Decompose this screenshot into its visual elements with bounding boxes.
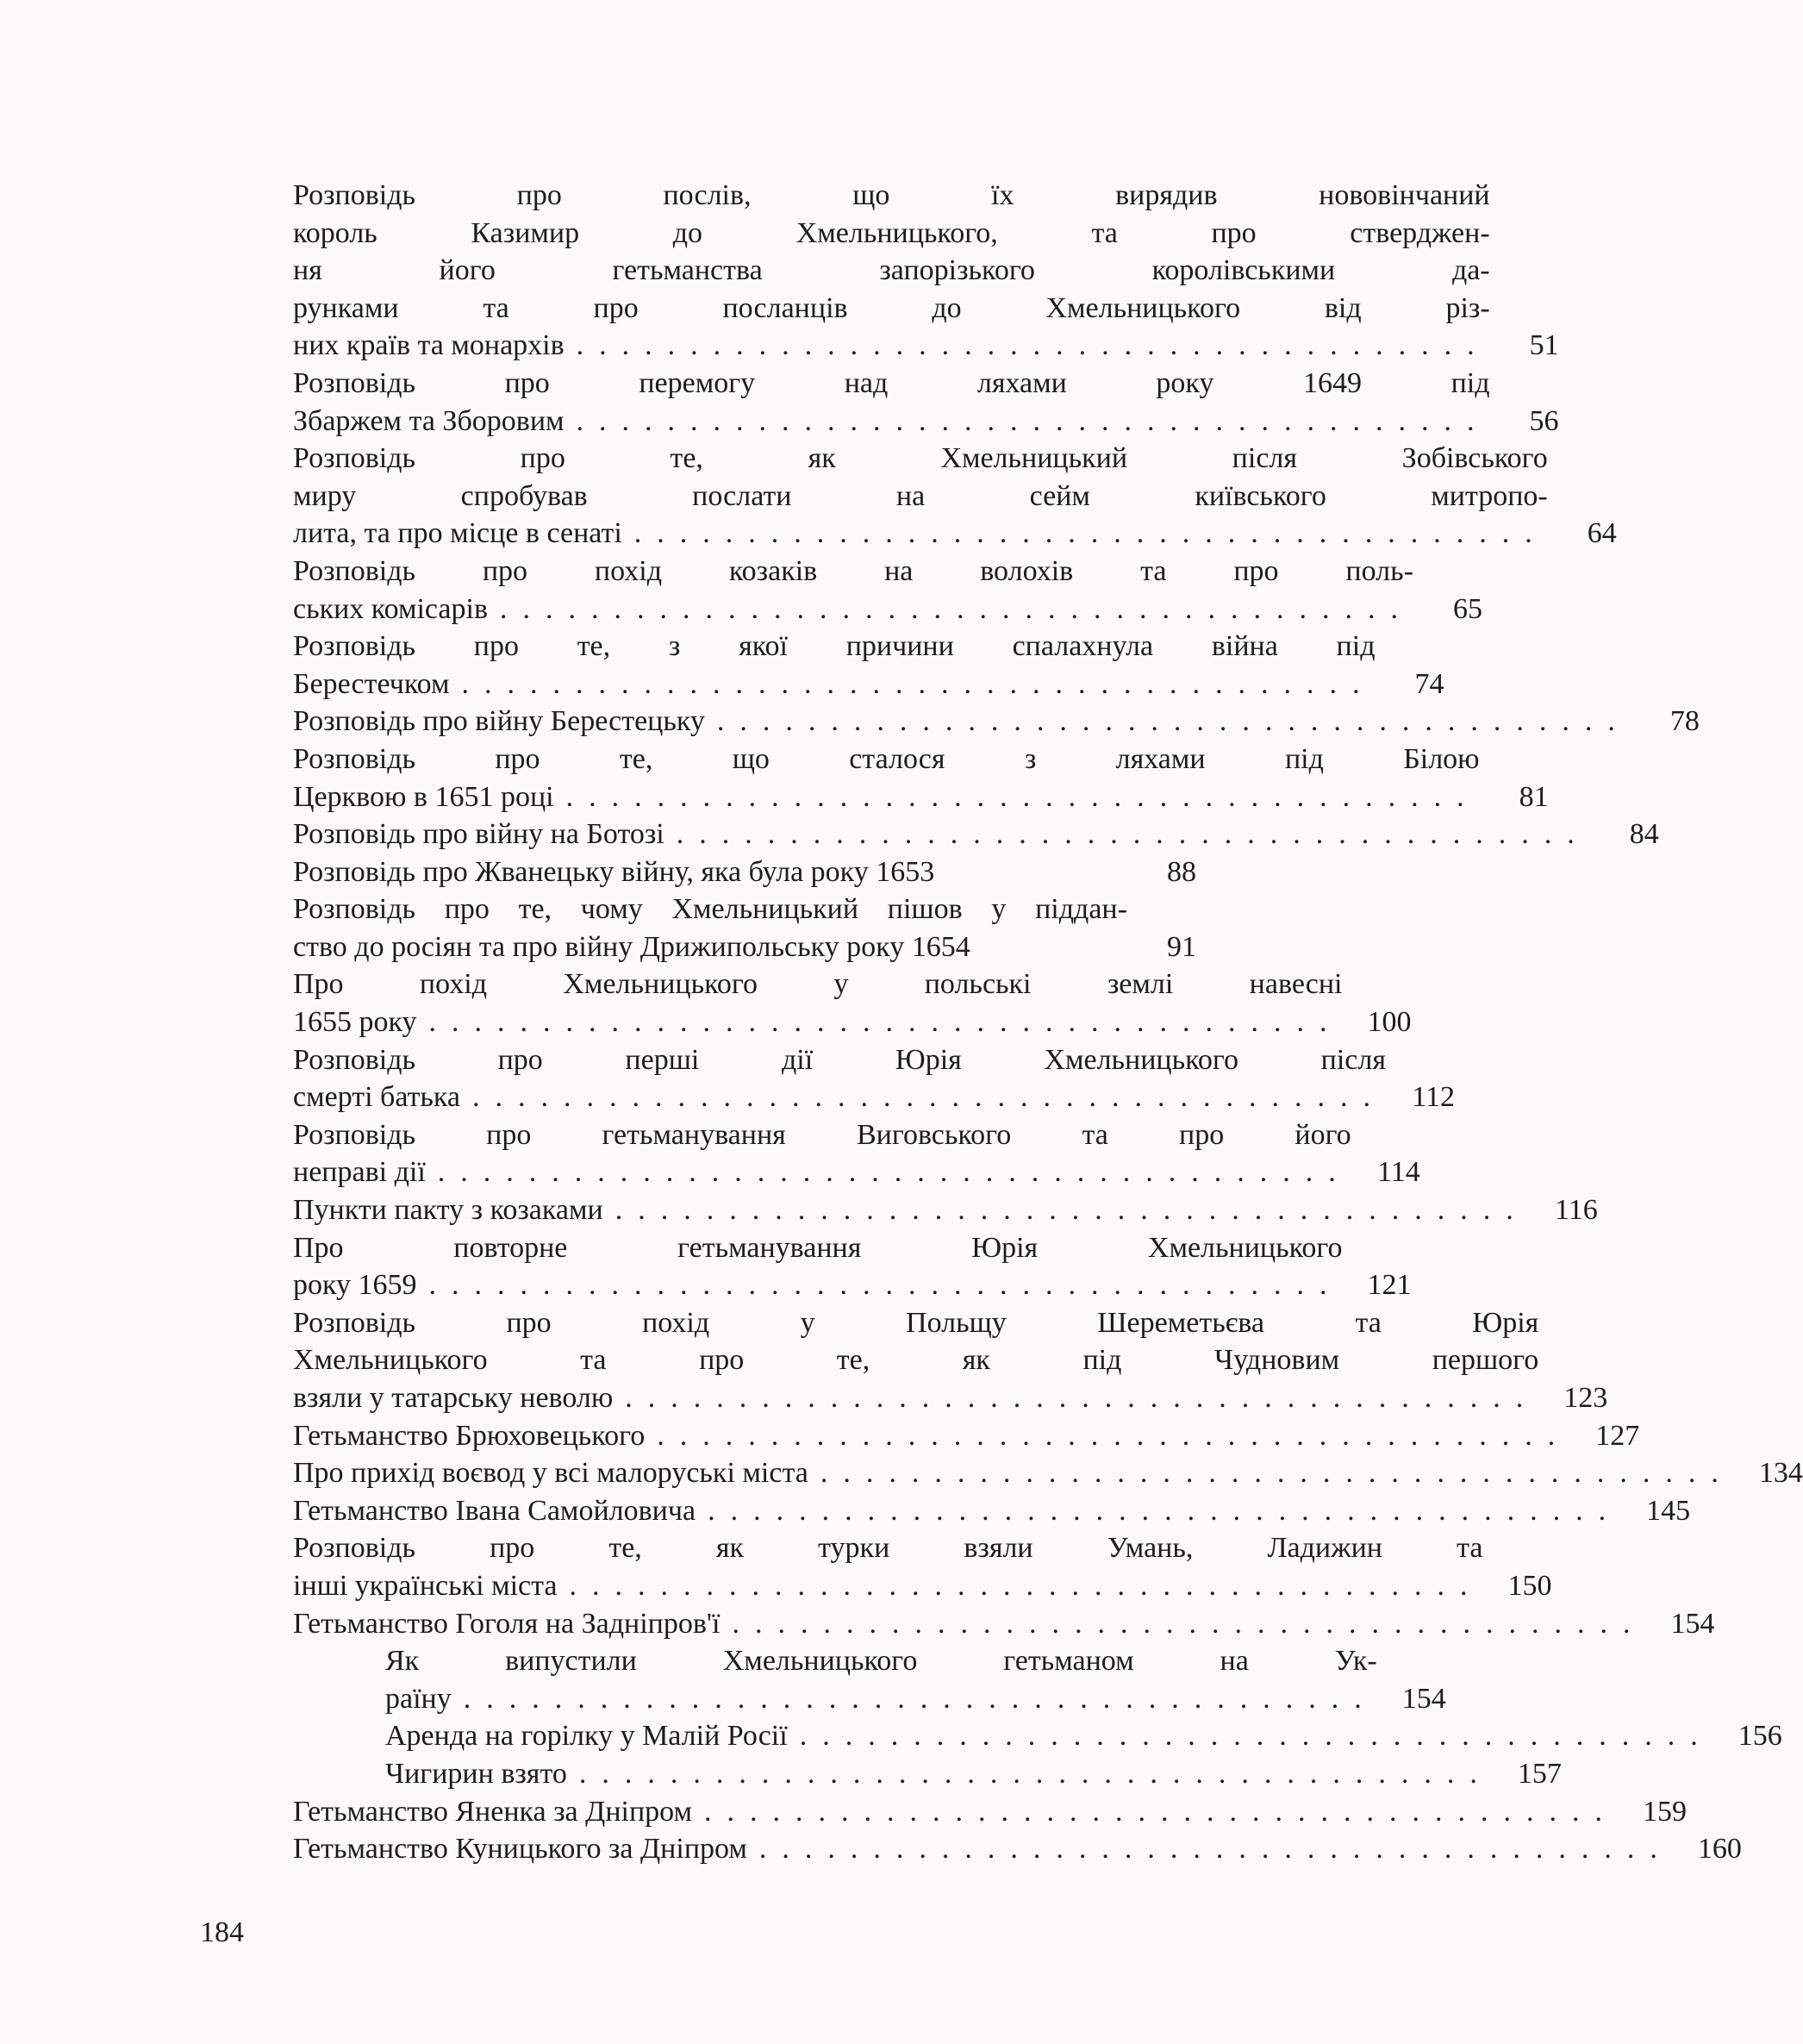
toc-page-number: 56 xyxy=(1529,404,1559,437)
toc-entry-title xyxy=(293,1717,1713,1755)
leader-dots: ........................................ xyxy=(820,1457,1734,1490)
toc-entry-title xyxy=(293,1830,1673,1868)
toc-entry xyxy=(293,1830,1742,1868)
toc-line: Розповідь про перемогу над ляхами року 1649 під xyxy=(293,366,1490,399)
toc-entry-title xyxy=(293,440,1548,553)
toc-entry-title xyxy=(293,1116,1351,1191)
toc-page-number: 51 xyxy=(1529,329,1559,362)
toc-entry xyxy=(293,1041,1456,1116)
toc-entry xyxy=(293,1191,1598,1229)
toc-line: Розповідь про Жванецьку війну, яка була року 1653 xyxy=(293,855,935,888)
toc-entry-title xyxy=(293,1417,1570,1455)
toc-line: Розповідь про те, чому Хмельницький пішов у піддан- xyxy=(293,893,1127,926)
toc-line: Хмельницького та про те, як під Чудновим першого xyxy=(293,1344,1539,1377)
toc-page-number: 123 xyxy=(1563,1382,1608,1414)
toc-page-number: 81 xyxy=(1519,780,1549,813)
table-of-contents xyxy=(293,177,1803,1868)
toc-line: лита, та про місце в сенаті ........................................ xyxy=(293,515,1548,553)
toc-line: взяли у татарську неволю ........................................ xyxy=(293,1379,1538,1417)
toc-line: Про прихід воєвод у всі малоруські міста ........................................ xyxy=(293,1454,1734,1492)
toc-line: них країв та монархів ........................................ xyxy=(293,327,1490,365)
toc-line: 1655 року ........................................ xyxy=(293,1003,1343,1041)
toc-page-number: 64 xyxy=(1587,517,1617,550)
toc-entry xyxy=(293,628,1444,703)
toc-entry xyxy=(293,1304,1608,1417)
toc-line: Гетьманство Івана Самойловича ........................................ xyxy=(293,1492,1621,1530)
toc-entry xyxy=(293,1492,1691,1530)
toc-line: ня його гетьманства запорізького королівськими да- xyxy=(293,254,1490,287)
toc-page-number: 88 xyxy=(1167,855,1196,888)
toc-page-number: 114 xyxy=(1377,1156,1420,1189)
toc-entry-title xyxy=(293,1191,1529,1229)
leader-dots: ........................................ xyxy=(758,1833,1673,1866)
toc-entry-title xyxy=(293,1454,1734,1492)
toc-entry xyxy=(293,1605,1715,1643)
toc-entry-title xyxy=(293,1605,1645,1643)
toc-line: Розповідь про те, з якої причини спалахнула війна під xyxy=(293,630,1376,663)
toc-page-number: 156 xyxy=(1737,1720,1782,1753)
toc-line: Розповідь про війну Берестецьку ........................................ xyxy=(293,703,1631,741)
toc-page-number: 157 xyxy=(1517,1757,1562,1790)
toc-line: миру спробував послати на сейм київського митропо- xyxy=(293,479,1548,512)
toc-entry-title xyxy=(293,1642,1377,1717)
toc-entry xyxy=(293,440,1617,553)
toc-page-number: 150 xyxy=(1507,1569,1552,1602)
toc-line: рунками та про посланців до Хмельницького від різ- xyxy=(293,291,1490,324)
toc-page-number: 84 xyxy=(1629,818,1659,851)
toc-line: Розповідь про війну на Ботозі ........................................ xyxy=(293,816,1590,853)
toc-entry-title xyxy=(293,741,1480,816)
toc-line: Гетьманство Гоголя на Задніпров'ї ........................................ xyxy=(293,1605,1645,1643)
leader-dots: ........................................ xyxy=(428,1269,1343,1302)
leader-dots: ........................................ xyxy=(565,780,1480,813)
toc-entry xyxy=(293,1229,1412,1304)
toc-page-number: 116 xyxy=(1554,1194,1598,1227)
toc-page-number: 154 xyxy=(1401,1682,1446,1715)
toc-entry-title xyxy=(293,703,1631,741)
leader-dots: ........................................ xyxy=(657,1419,1571,1452)
leader-dots: ........................................ xyxy=(576,404,1490,437)
toc-page-number: 91 xyxy=(1167,930,1196,963)
toc-line: Гетьманство Яненка за Дніпром ........................................ xyxy=(293,1793,1618,1831)
leader-dots: ........................................ xyxy=(799,1720,1713,1753)
toc-entry-title xyxy=(293,1492,1621,1530)
toc-entry xyxy=(293,1793,1688,1831)
toc-subentry xyxy=(293,1717,1782,1755)
toc-line: року 1659 ........................................ xyxy=(293,1266,1343,1304)
toc-line: ство до росіян та про війну Дрижипольську року 1654 xyxy=(293,930,970,963)
toc-page-number: 159 xyxy=(1643,1795,1688,1828)
toc-line: Як випустили Хмельницького гетьманом на Ук- xyxy=(385,1645,1377,1678)
toc-entry-title xyxy=(293,1229,1343,1304)
toc-entry-title xyxy=(293,966,1343,1041)
leader-dots: ........................................ xyxy=(708,1494,1622,1527)
toc-entry-title xyxy=(293,628,1376,703)
leader-dots: ........................................ xyxy=(676,818,1590,851)
toc-line: ських комісарів ........................................ xyxy=(293,591,1413,628)
leader-dots: ........................................ xyxy=(500,592,1414,625)
toc-line: Розповідь про гетьманування Виговського та про його xyxy=(293,1118,1351,1151)
leader-dots: ........................................ xyxy=(576,329,1490,362)
leader-dots: ........................................ xyxy=(578,1757,1493,1790)
toc-entry xyxy=(293,1417,1640,1455)
toc-entry xyxy=(293,1116,1420,1191)
leader-dots: ........................................ xyxy=(633,517,1548,550)
leader-dots: ........................................ xyxy=(716,705,1631,738)
leader-dots: ........................................ xyxy=(463,1682,1377,1715)
toc-page-number: 78 xyxy=(1669,705,1700,738)
leader-dots: ........................................ xyxy=(615,1194,1529,1227)
toc-subentry xyxy=(293,1755,1562,1793)
page-number: 184 xyxy=(200,1916,244,1948)
toc-page-number: 74 xyxy=(1414,667,1444,700)
toc-entry xyxy=(293,365,1559,440)
toc-entry xyxy=(293,816,1659,853)
toc-entry xyxy=(293,177,1559,365)
toc-line: Збаржем та Зборовим ........................................ xyxy=(293,403,1490,441)
toc-line: Пункти пакту з козаками ........................................ xyxy=(293,1191,1529,1229)
toc-line: Розповідь про те, як Хмельницький після Зобівського xyxy=(293,442,1548,475)
toc-line: Про повторне гетьманування Юрія Хмельницького xyxy=(293,1231,1343,1264)
leader-dots: ........................................ xyxy=(569,1569,1483,1602)
toc-page-number: 65 xyxy=(1453,592,1483,625)
toc-entry xyxy=(293,966,1412,1041)
toc-line: Чигирин взято ........................................ xyxy=(385,1755,1493,1793)
toc-line: Берестечком ........................................ xyxy=(293,666,1376,703)
toc-entry-title xyxy=(293,1755,1493,1793)
toc-entry xyxy=(293,553,1483,628)
toc-entry xyxy=(293,853,1196,891)
toc-entry-title xyxy=(293,177,1490,365)
toc-line: Розповідь про те, як турки взяли Умань, Ладижин та xyxy=(293,1532,1483,1565)
leader-dots: ........................................ xyxy=(625,1382,1539,1414)
toc-line: неправі дії ........................................ xyxy=(293,1153,1351,1191)
toc-line: Про похід Хмельницького у польські землі навесні xyxy=(293,968,1343,1001)
toc-page-number: 127 xyxy=(1595,1419,1640,1452)
toc-entry-title xyxy=(293,853,1127,891)
toc-entry-title xyxy=(293,1529,1483,1604)
toc-subentry xyxy=(293,1642,1446,1717)
leader-dots: ........................................ xyxy=(437,1156,1351,1189)
leader-dots: ........................................ xyxy=(472,1081,1387,1114)
toc-entry-title xyxy=(293,891,1127,966)
leader-dots: ........................................ xyxy=(704,1795,1619,1828)
toc-page-number: 145 xyxy=(1646,1494,1691,1527)
leader-dots: ........................................ xyxy=(732,1607,1646,1640)
toc-line: Розповідь про послів, що їх вирядив нововінчаний xyxy=(293,179,1490,211)
leader-dots: ........................................ xyxy=(461,667,1376,700)
toc-page-number: 112 xyxy=(1412,1081,1456,1114)
toc-page-number: 154 xyxy=(1670,1607,1715,1640)
toc-page-number: 100 xyxy=(1367,1006,1412,1039)
toc-line: Розповідь про похід козаків на волохів та про поль- xyxy=(293,554,1413,587)
toc-line: Гетьманство Брюховецького ........................................ xyxy=(293,1417,1570,1455)
toc-line: король Казимир до Хмельницького, та про стверджен- xyxy=(293,216,1490,249)
toc-entry xyxy=(293,741,1549,816)
toc-line: Аренда на горілку у Малій Росії ........................................ xyxy=(385,1717,1713,1755)
toc-entry-title xyxy=(293,553,1413,628)
toc-page-number: 160 xyxy=(1697,1833,1742,1866)
leader-dots: ........................................ xyxy=(428,1006,1343,1039)
toc-entry-title xyxy=(293,1793,1618,1831)
toc-page-number: 121 xyxy=(1367,1269,1412,1302)
toc-entry-title xyxy=(293,1304,1538,1417)
toc-line: Розповідь про перші дії Юрія Хмельницького після xyxy=(293,1043,1386,1076)
toc-line: Розповідь про похід у Польщу Шереметьєва та Юрія xyxy=(293,1306,1539,1339)
toc-line: смерті батька ........................................ xyxy=(293,1078,1386,1116)
toc-entry-title xyxy=(293,816,1590,853)
toc-entry xyxy=(293,703,1700,741)
toc-line: раїну ........................................ xyxy=(385,1680,1377,1718)
toc-page-number: 134 xyxy=(1758,1457,1803,1490)
toc-entry xyxy=(293,891,1196,966)
toc-line: Розповідь про те, що сталося з ляхами під Білою xyxy=(293,742,1480,775)
toc-line: інші українські міста ........................................ xyxy=(293,1567,1483,1605)
toc-entry xyxy=(293,1454,1803,1492)
toc-entry xyxy=(293,1529,1552,1604)
toc-line: Церквою в 1651 році ........................................ xyxy=(293,778,1480,816)
toc-entry-title xyxy=(293,1041,1386,1116)
toc-line: Гетьманство Куницького за Дніпром ........................................ xyxy=(293,1830,1673,1868)
toc-entry-title xyxy=(293,365,1490,440)
